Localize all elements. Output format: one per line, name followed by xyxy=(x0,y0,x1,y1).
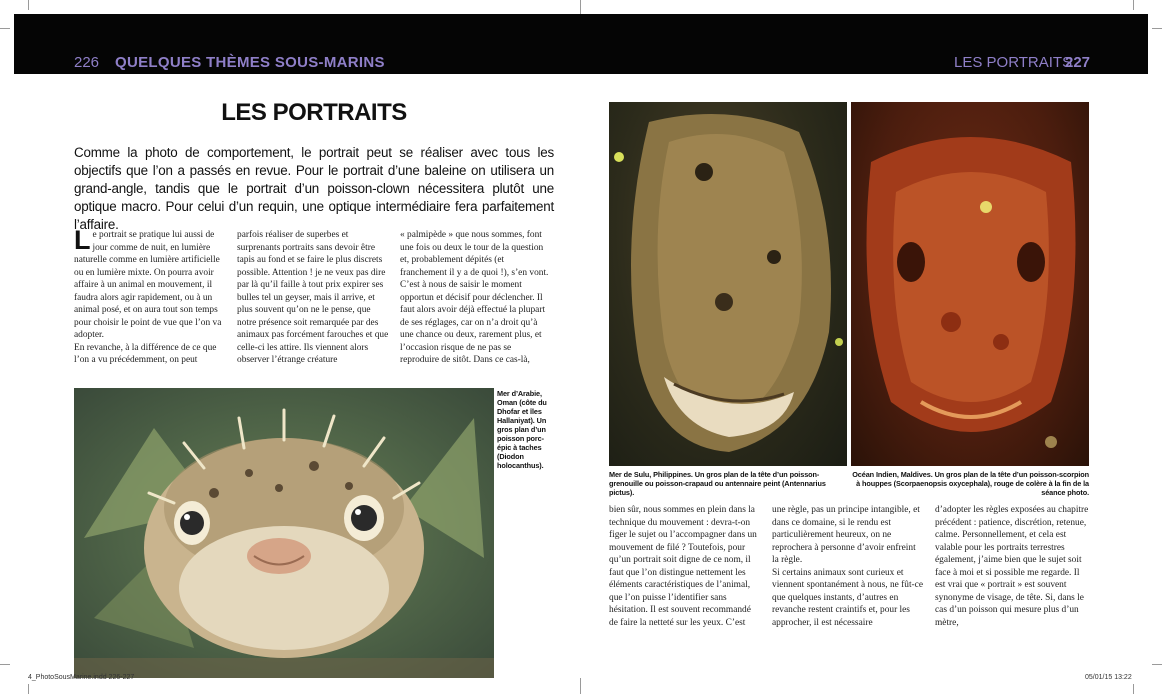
text-column-4 xyxy=(609,504,761,629)
crop-mark xyxy=(1152,28,1162,29)
print-slug-date: 05/01/15 13:22 xyxy=(1085,674,1132,681)
drop-cap: L xyxy=(74,225,91,255)
crop-mark xyxy=(1133,0,1134,10)
caption-porcupinefish: Mer d’Arabie, Oman (côte du Dhofar et îles Hallaniyat). Un gros plan d’un poisson porc-épic à taches (Diodon holocanthus). xyxy=(497,389,547,470)
porcupinefish-photo xyxy=(74,388,494,678)
print-slug-file: 4_PhotoSousMarine.indd 226-227 xyxy=(28,674,135,681)
body-paragraph: d’adopter les règles exposées au chapitre précédent : patience, discrétion, retenue, calme. Personnellement, et cela est valable pour les portraits terrestres également, j’aime bien que le sujet soit face à moi et si possible me regarde. Il est vrai que « portrait » est souvent synonyme de visage, de tête. Si, dans le cas d’un poisson qui mesure plus d’un mètre, xyxy=(935,505,1089,628)
body-paragraph: une règle, pas un principe intangible, et dans ce domaine, si le rendu est particulièrement heureux, on ne reprochera à personne d’avoir enfreint la règle. xyxy=(772,505,920,565)
text-column-2 xyxy=(237,229,389,367)
running-title: LES PORTRAITS xyxy=(954,54,1073,71)
crop-mark xyxy=(1133,684,1134,694)
page-title: LES PORTRAITS xyxy=(221,99,407,126)
body-paragraph: bien sûr, nous sommes en plein dans la technique du mouvement : devra-t-on figer le sujet ou l’accompagner dans un mouvement de filé ? Toutefois, pour qu’un portrait soit digne de ce nom, il faut que l’on distingue nettement les éléments caractéristiques de l’animal, que l’on puisse l’identifier sans hésitation. Il est souvent recommandé de faire la netteté sur les yeux. C’est xyxy=(609,505,757,628)
scorpionfish-photo xyxy=(851,102,1089,466)
body-paragraph: En revanche, à la différence de ce que l’on a vu précédemment, on peut xyxy=(74,342,217,365)
caption-scorpionfish: Océan Indien, Maldives. Un gros plan de la tête d’un poisson-scorpion à houppes (Scorpaenopsis oxycephala), rouge de colère à la fin de la séance photo. xyxy=(852,470,1089,497)
body-paragraph: e portrait se pratique lui aussi de jour comme de nuit, en lumière naturelle comme en lumière artificielle ou en lumière mixte. On pourra avoir affaire à un animal en mouvement, il faudra alors agir rapidement, ou à un animal posé, et on aura tout son temps pour choisir le point de vue que l’on va adopter. xyxy=(74,230,222,340)
body-paragraph: parfois réaliser de superbes et surprenants portraits sans devoir être tapis au fond et se faire le plus discrets possible. Attention ! je ne veux pas dire par là qu’il faille à tout prix expirer ses bulles tel un geyser, mais il arrive, et plus souvent qu’on ne le pense, que notre présence soit remarquée par des animaux pas forcément farouches et que celle-ci les attire. Ils viennent alors observer l’étrange créature xyxy=(237,230,389,365)
crop-mark xyxy=(1152,664,1162,665)
text-column-5 xyxy=(772,504,924,629)
body-paragraph: « palmipède » que nous sommes, font une fois ou deux le tour de la question et, probablement dépités (et franchement il y a de quoi !), s’en vont. C’est à nous de saisir le moment opportun et décisif pour déclencher. Il faut alors avoir déjà effectué la plupart de ses réglages, car on n’a droit qu’à une chance ou deux, rarement plus, et l’occasion risque de ne pas se reproduire de sitôt. Dans ce cas-là, xyxy=(400,230,549,365)
caption-frogfish: Mer de Sulu, Philippines. Un gros plan de la tête d’un poisson-grenouille ou poisson-crapaud ou antennaire peint (Antennarius pictus). xyxy=(609,470,826,497)
porcupinefish-illustration xyxy=(74,388,494,678)
frogfish-illustration xyxy=(609,102,847,466)
crop-mark xyxy=(28,0,29,10)
frogfish-photo xyxy=(609,102,847,466)
section-title: QUELQUES THÈMES SOUS-MARINS xyxy=(115,54,385,71)
body-paragraph: Si certains animaux sont curieux et viennent spontanément à nous, ne fût-ce que quelques instants, d’autres en revanche restent craintifs et, pour les approcher, il est nécessaire xyxy=(772,567,923,628)
text-column-1 xyxy=(74,225,226,367)
crop-mark xyxy=(580,678,581,694)
scorpionfish-illustration xyxy=(851,102,1089,466)
intro-paragraph: Comme la photo de comportement, le portrait peut se réaliser avec tous les objectifs que l’on a passés en revue. Pour le portrait d’une baleine on utilisera un grand-angle, tandis que le portrait d’un poisson-clown nécessitera plutôt une optique macro. Pour celui d’un requin, une optique intermédiaire fera parfaitement l’affaire. xyxy=(74,145,554,232)
text-column-6 xyxy=(935,504,1089,629)
crop-mark xyxy=(0,28,10,29)
crop-mark xyxy=(28,684,29,694)
crop-mark xyxy=(0,664,10,665)
text-column-3 xyxy=(400,229,552,367)
page-number-right: 227 xyxy=(1065,54,1091,71)
page-number-left: 226 xyxy=(74,54,100,71)
